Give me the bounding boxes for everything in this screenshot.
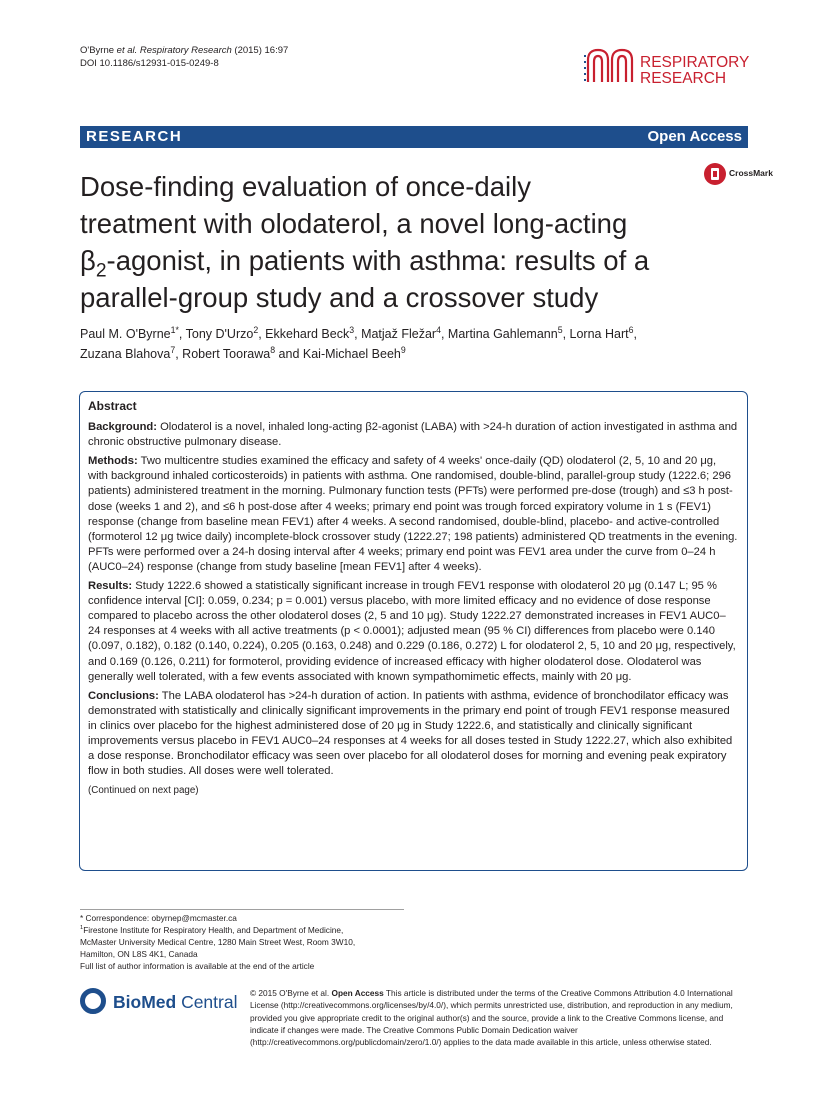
article-type-label: RESEARCH xyxy=(86,128,183,145)
citation-journal: et al. Respiratory Research xyxy=(116,45,232,56)
author[interactable]: Ekkehard Beck$^3$ xyxy=(265,324,355,341)
journal-logo-text xyxy=(640,55,749,87)
footnote-divider xyxy=(80,909,404,910)
author[interactable]: Matjaž Fležar$^4$ xyxy=(361,324,441,341)
title-line-1: Dose-finding evaluation of once-daily xyxy=(80,171,531,202)
doi[interactable]: DOI 10.1186/s12931-015-0249-8 xyxy=(80,58,219,69)
correspondence[interactable]: * Correspondence: obyrnep@mcmaster.ca xyxy=(80,913,237,923)
author[interactable]: Zuzana Blahova$^7$ xyxy=(80,344,176,361)
license-text: © 2015 O'Byrne et al. Open Access This article is distributed under the terms of the Creative Commons Attribution 4.0 International License (http://creativecommons.org/licenses/by/4.0/), which permits unrestricted use, distribution, and reproduction in any medium, provided you give appropriate credit to the original author(s) and the source, provide a link to the Creative Commons license, and indicate if changes were made. The Creative Commons Public Domain Dedication waiver (http://creativecommons.org/publicdomain/zero/1.0/) applies to the data made available in this article, unless otherwise stated. xyxy=(250,988,733,1048)
citation-authors: O'Byrne xyxy=(80,45,117,56)
abstract-box xyxy=(79,391,748,871)
affiliation-1-line3: Hamilton, ON L8S 4K1, Canada xyxy=(80,949,198,959)
journal-logo-line2: RESEARCH xyxy=(640,70,727,87)
author[interactable]: Paul M. O'Byrne$^{1*}$ xyxy=(80,324,179,341)
crossmark-label: CrossMark xyxy=(729,168,773,178)
title-beta: β xyxy=(80,245,96,276)
author[interactable]: Robert Toorawa$^8$ xyxy=(182,344,276,361)
author[interactable]: Kai-Michael Beeh$^9$ xyxy=(302,344,406,361)
affiliation-1: $^1$Firestone Institute for Respiratory Health, and Department of Medicine, xyxy=(80,925,344,935)
journal-logo xyxy=(584,46,750,98)
article-title xyxy=(80,168,720,316)
author-list: Paul M. O'Byrne$^{1*}$, Tony D'Urzo$^2$, Ekkehard Beck$^3$, Matjaž Fležar$^4$, Martina Gahlemann$^5$, Lorna Hart$^6$, Zuzana Blahova$^7$, Robert Toorawa$^8$ and Kai-Michael Beeh$^9$ xyxy=(80,324,637,361)
biomed-central-icon xyxy=(80,988,106,1014)
abstract-background: Background: Olodaterol is a novel, inhaled long-acting β2-agonist (LABA) with >24-h duration of action investigated in asthma and chronic obstructive pulmonary disease. xyxy=(88,421,738,449)
author[interactable]: Lorna Hart$^6$ xyxy=(569,324,634,341)
title-line-3-rest: -agonist, in patients with asthma: results of a xyxy=(106,245,650,276)
journal-logo-icon xyxy=(584,46,636,84)
abstract-conclusions: Conclusions: The LABA olodaterol has >24-h duration of action. In patients with asthma, evidence of bronchodilator efficacy was demonstrated with statistically and clinically significant improvements in the primary end point of trough FEV1 response measured in clinics over placebo for the highest administered dose of 20 μg in Study 1222.6, and statistically and clinically significant improvements versus placebo in FEV1 AUC0–24 responses at 4 weeks for all doses tested in Study 1222.27, which also exhibited a dose response. Bronchodilator efficacy was seen over placebo for all olodaterol doses for morning and evening peak expiratory flow in both studies. All doses were well tolerated. xyxy=(88,689,733,778)
open-access-label: Open Access xyxy=(647,128,742,145)
abstract-heading: Abstract xyxy=(88,399,137,413)
journal-logo-line1: RESPIRATORY xyxy=(640,54,750,71)
citation-year: (2015) 16:97 xyxy=(231,45,289,56)
publisher-logo xyxy=(80,986,240,1022)
full-author-info-note: Full list of author information is available at the end of the article xyxy=(80,961,315,971)
title-beta-sub: 2 xyxy=(95,260,107,282)
article-type-bar xyxy=(80,126,748,148)
publisher-name: BioMed Central xyxy=(113,992,238,1012)
citation xyxy=(80,44,288,70)
author[interactable]: Tony D'Urzo$^2$ xyxy=(185,324,259,341)
author[interactable]: Martina Gahlemann$^5$ xyxy=(447,324,563,341)
footnotes xyxy=(80,912,420,972)
title-line-2: treatment with olodaterol, a novel long-acting xyxy=(80,208,628,239)
affiliation-1-line2: McMaster University Medical Centre, 1280 Main Street West, Room 3W10, xyxy=(80,937,356,947)
abstract-methods: Methods: Two multicentre studies examined the efficacy and safety of 4 weeks' once-daily (QD) olodaterol (2, 5, 10 and 20 μg, with background inhaled corticosteroids) in patients with asthma. One randomised, double-blind, parallel-group study (1222.6; 296 patients) administered treatment in the morning. Pulmonary function tests (PFTs) were performed pre-dose (trough) and ≤3 h post-dose (weeks 1 and 2), and ≤6 h post-dose after 4 weeks; primary end point was trough forced expiratory volume in 1 s (FEV1) response (change from baseline mean FEV1) after 4 weeks. A second randomised, double-blind, placebo- and active-controlled (formoterol 12 μg twice daily) incomplete-block crossover study (1222.27; 198 patients) administered QD treatments in the evening. PFTs were performed over a 24-h dosing interval after 4 weeks; primary end point was FEV1 area under the curve from 0–24 h (AUC0–24) response (change from study baseline [mean FEV1] after 4 weeks). xyxy=(88,455,738,573)
abstract-results: Results: Study 1222.6 showed a statistically significant increase in trough FEV1 response with olodaterol 20 μg (0.147 L; 95 % confidence interval [CI]: 0.059, 0.234; p = 0.001) versus placebo, with more limited efficacy and no evidence of dose response compared to placebo across the other olodaterol doses (2, 5 and 10 μg). Study 1222.27 demonstrated increases in FEV1 AUC0–24 responses at 4 weeks with all active treatments (p < 0.0001); adjusted mean (95 % CI) differences from placebo were 0.140 (0.097, 0.182), 0.182 (0.140, 0.224), 0.205 (0.163, 0.248) and 0.229 (0.186, 0.272) L for olodaterol 2, 5, 10 and 20 μg, respectively, and 0.169 (0.126, 0.211) for formoterol, providing evidence of increased efficacy with higher olodaterol dose. Olodaterol was generally well tolerated, with a few events associated with known sympathomimetic effects, mainly with 20 μg. xyxy=(88,580,736,683)
title-line-3 xyxy=(80,242,720,282)
title-line-4: parallel-group study and a crossover study xyxy=(80,282,599,313)
continued-note: (Continued on next page) xyxy=(88,785,199,797)
